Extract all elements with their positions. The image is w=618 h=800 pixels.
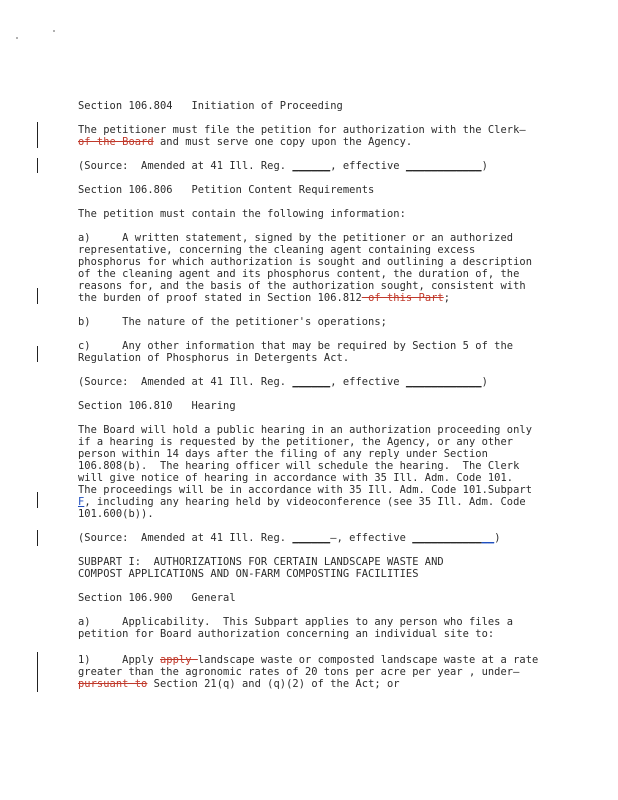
paragraph-line: Regulation of Phosphorus in Detergents Act. [78, 352, 350, 364]
inserted-text: F [78, 496, 85, 508]
deleted-text: of this Part [361, 292, 444, 304]
paragraph-line: person within 14 days after the filing of any reply under Section [78, 448, 488, 460]
deleted-text: pursuant to [78, 678, 148, 690]
change-bar [37, 530, 38, 546]
paragraph-line: The Board will hold a public hearing in an authorization proceeding only [78, 424, 533, 436]
source-note: (Source: Amended at 41 Ill. Reg. ______–, effective _____________) [78, 532, 501, 544]
paragraph-line: of the Board and must serve one copy upon the Agency. [78, 136, 413, 148]
paragraph-line: if a hearing is requested by the petitioner, the Agency, or any other [78, 436, 514, 448]
subpart-heading: COMPOST APPLICATIONS AND ON-FARM COMPOSTING FACILITIES [78, 568, 419, 580]
section-heading: Section 106.810 Hearing [78, 400, 236, 412]
paragraph-line: b) The nature of the petitioner's operations; [78, 316, 387, 328]
change-bar [37, 652, 38, 692]
paragraph-line: petition for Board authorization concerning an individual site to: [78, 628, 495, 640]
paragraph-line: The petition must contain the following information: [78, 208, 406, 220]
paragraph-line: a) A written statement, signed by the petitioner or an authorized [78, 232, 514, 244]
source-note: (Source: Amended at 41 Ill. Reg. ______, effective ____________) [78, 376, 488, 388]
paragraph-line: a) Applicability. This Subpart applies to any person who files a [78, 616, 514, 628]
deleted-text: of the Board [78, 136, 154, 148]
scan-speck [53, 30, 55, 32]
paragraph-line: F, including any hearing held by videoconference (see 35 Ill. Adm. Code [78, 496, 526, 508]
paragraph-line: phosphorus for which authorization is sought and outlining a description [78, 256, 533, 268]
paragraph-line: the burden of proof stated in Section 106.812 of this Part; [78, 292, 451, 304]
paragraph-line: 101.600(b)). [78, 508, 154, 520]
paragraph-line: 106.808(b). The hearing officer will schedule the hearing. The Clerk [78, 460, 520, 472]
section-heading: Section 106.804 Initiation of Proceeding [78, 100, 343, 112]
paragraph-line: of the cleaning agent and its phosphorus content, the duration of, the [78, 268, 520, 280]
scan-speck [16, 37, 18, 39]
paragraph-line: representative, concerning the cleaning agent containing excess [78, 244, 476, 256]
paragraph-line: reasons for, and the basis of the authorization sought, consistent with [78, 280, 526, 292]
paragraph-line: pursuant to Section 21(q) and (q)(2) of the Act; or [78, 678, 400, 690]
section-heading: Section 106.900 General [78, 592, 236, 604]
change-bar [37, 122, 38, 148]
change-bar [37, 346, 38, 362]
paragraph-line: The petitioner must file the petition for authorization with the Clerk– [78, 124, 526, 136]
change-bar [37, 158, 38, 173]
paragraph-line: will give notice of hearing in accordance with 35 Ill. Adm. Code 101. [78, 472, 514, 484]
paragraph-line: c) Any other information that may be required by Section 5 of the [78, 340, 514, 352]
change-bar [37, 492, 38, 508]
subpart-heading: SUBPART I: AUTHORIZATIONS FOR CERTAIN LANDSCAPE WASTE AND [78, 556, 444, 568]
paragraph-line: 1) Apply apply landscape waste or composted landscape waste at a rate [78, 654, 539, 666]
source-note: (Source: Amended at 41 Ill. Reg. ______, effective ____________) [78, 160, 488, 172]
change-bar [37, 288, 38, 304]
paragraph-line: greater than the agronomic rates of 20 tons per acre per year , under– [78, 666, 520, 678]
section-heading: Section 106.806 Petition Content Requirements [78, 184, 375, 196]
deleted-text: apply [159, 654, 198, 666]
paragraph-line: The proceedings will be in accordance with 35 Ill. Adm. Code 101.Subpart [78, 484, 533, 496]
